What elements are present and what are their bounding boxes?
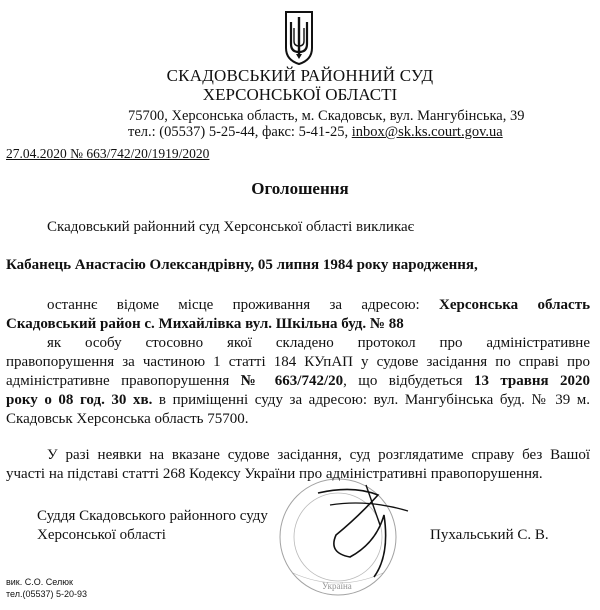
body-line3: адміністративне правопорушення № 663/742/20, що відбудеться 13 травня 2020 [6, 373, 591, 389]
warning-line1: У разі неявки на вказане судове засідання, суд розглядатиме справу без Вашої [47, 447, 590, 463]
body-line2: правопорушення за частиною 1 статті 184 КУпАП у судове засідання по справі про [6, 354, 590, 370]
court-name-line2: ХЕРСОНСЬКОЇ ОБЛАСТІ [202, 85, 398, 104]
phone-fax: тел.: (05537) 5-25-44, факс: 5-41-25, [128, 124, 352, 140]
email-link[interactable]: inbox@sk.ks.court.gov.ua [351, 124, 503, 140]
judge-title-line1: Суддя Скадовського районного суду [37, 508, 268, 524]
body-line1: як особу стосовно якої складено протокол про адміністративне [47, 335, 590, 351]
coat-of-arms-icon [282, 8, 316, 66]
executor-name: вик. С.О. Селюк [6, 577, 73, 587]
intro-text: Скадовський районний суд Херсонської області викликає [47, 219, 415, 235]
court-name-line1: СКАДОВСЬКИЙ РАЙОННИЙ СУД [166, 66, 434, 85]
residence-line1: останнє відоме місце проживання за адресою: Херсонська область [47, 297, 590, 313]
doc-number: 663/742/20/1919/2020 [86, 146, 210, 161]
warning-line2: участі на підставі статті 268 Кодексу України про адміністративні правопорушення. [6, 466, 543, 482]
body-line4: року о 08 год. 30 хв. в приміщенні суду за адресою: вул. Мангубінська буд. № 39 м. [6, 392, 591, 408]
person-name: Кабанець Анастасію Олександрівну, 05 липня 1984 року народження, [6, 257, 478, 273]
court-contacts [128, 124, 548, 141]
page-title: Оголошення [251, 179, 349, 198]
body-line5: Скадовськ Херсонська область 75700. [6, 411, 249, 427]
court-stamp-signature [258, 465, 428, 605]
judge-title-line2: Херсонської області [37, 527, 166, 543]
doc-date: 27.04.2020 [6, 146, 67, 161]
svg-text:Україна: Україна [322, 581, 352, 591]
judge-name: Пухальський С. В. [430, 527, 549, 543]
doc-number-sign: № [70, 146, 84, 161]
residence-line2: Скадовський район с. Михайлівка вул. Шкільна буд. № 88 [6, 316, 404, 332]
court-address: 75700, Херсонська область, м. Скадовськ, вул. Мангубінська, 39 [128, 108, 525, 124]
executor-phone: тел.(05537) 5-20-93 [6, 589, 88, 599]
document-number [6, 146, 209, 162]
